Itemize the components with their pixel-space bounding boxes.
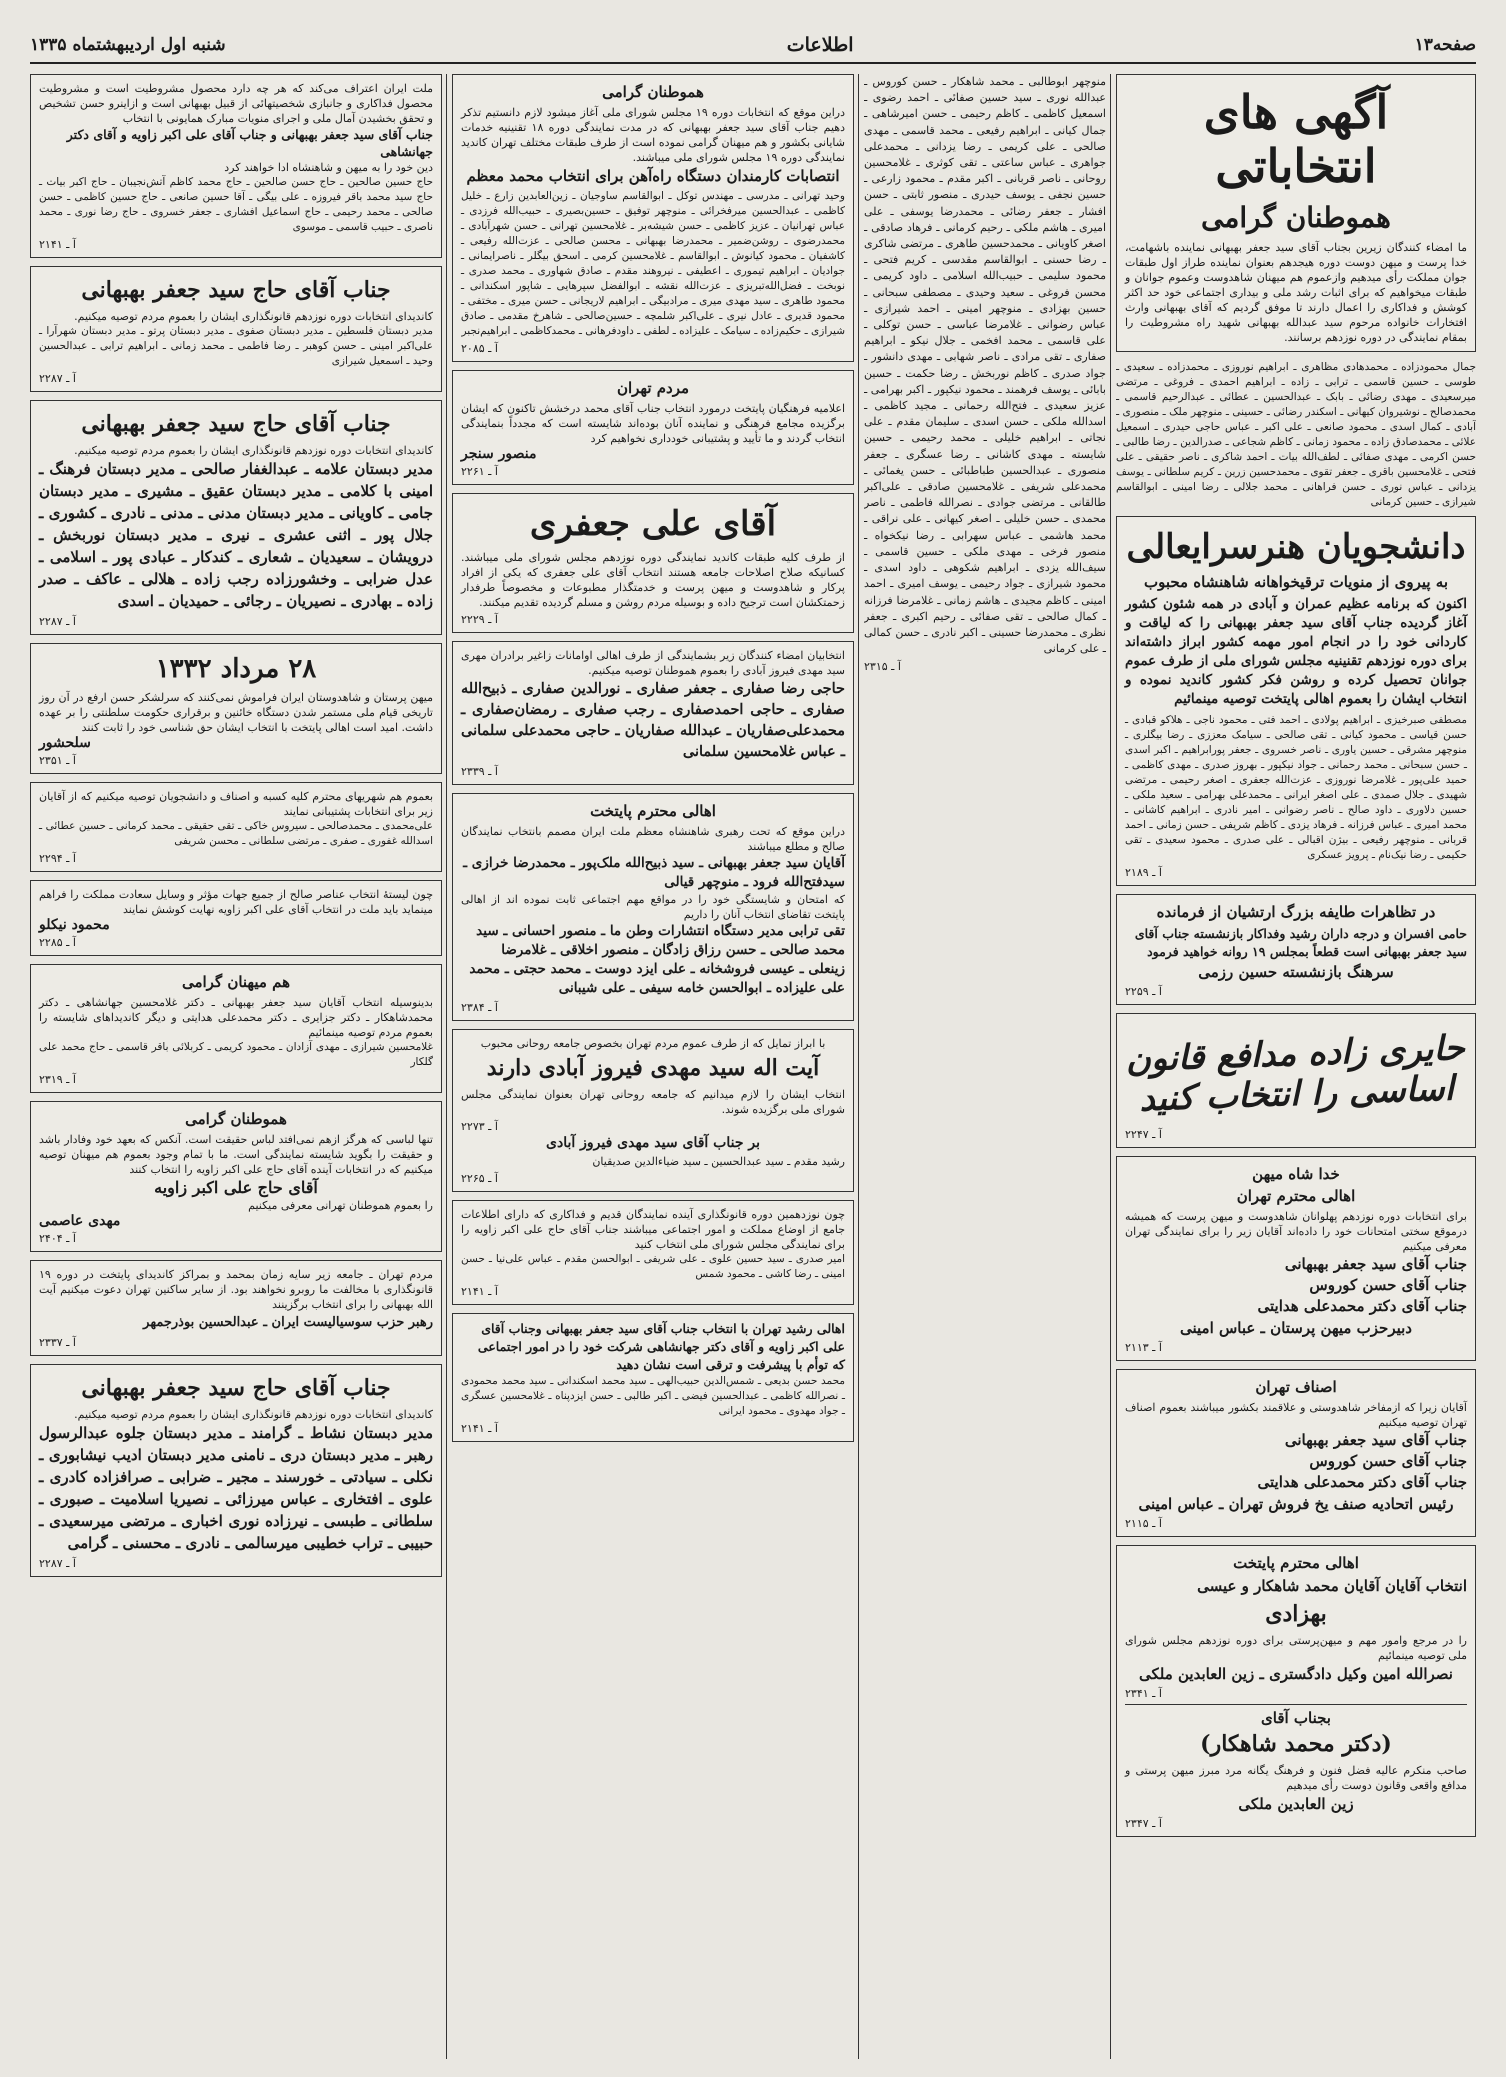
ad-body: که امتحان و شایستگی خود را در مواقع مهم اجتماعی ثابت نموده اند از اهالی پایتخت تقاضای انتخاب آنان را داریم <box>461 893 845 921</box>
ad-code: آ ـ ۲۱۱۵ <box>1125 1517 1162 1530</box>
ad-body: چون لیستهٔ انتخاب عناصر صالح از جمیع جهات مؤثر و وسایل سعادت مملکت را فراهم مینماید باید ملت در انتخاب آقای علی اکبر زاویه نهایت کوشش نمایند <box>39 888 433 916</box>
constitution-ad <box>30 74 442 258</box>
ad-body: اکنون که برنامه عظیم عمران و آبادی در همه شئون کشور آغاز گردیده جناب آقای سید جعفر بهبهانی را که لیاقت و کاردانی خود را در انجام امور مهمه کشور ابراز داشته‌اند برای دوره نوزدهم تقنینیه مجلس شورای ملی از طرف عموم جوانان تحصیل کرده و روشن فکر کشور کاندید نموده و انتخاب ایشان را بعموم اهالی پایتخت توصیه مینمائیم <box>1125 596 1467 707</box>
citizens-ad <box>30 782 442 872</box>
ad-body: کاندیدای انتخابات دوره نوزدهم قانونگذاری ایشان را بعموم مردم توصیه میکنیم. <box>74 310 433 323</box>
ad-body: کاندیدای انتخابات دوره نوزدهم قانونگذاری ایشان را بعموم مردم توصیه میکنیم. <box>74 444 433 457</box>
column-rule <box>446 74 447 2059</box>
ad-body: آقایان زیرا که ازمفاخر شاهدوستی و علاقمند بکشور میباشند بعموم اصناف تهران توصیه میکنیم <box>1125 1401 1467 1429</box>
ad-body: ملت ایران اعتراف می‌کند که هر چه دارد محصول مشروطیت است و مشروطیت محصول فداکاری و جانبازی شخصیتهائی از قبیل بهبهانی است و ازاینرو حسن تشخیص و تحقق بخشیدن آمال ملی و اجرای منویات مبارک همایونی با انتخاب <box>39 82 433 125</box>
ad-body: از طرف کلیه طبقات کاندید نمایندگی دوره نوزدهم مجلس شورای ملی میباشند. کسانیکه صلاح اصلاحات جامعه هستند انتخاب آقای علی جعفری که یکی از افراد پرکار و شاهدوست و میهن پرست و خدمتگذار مطبوعات و مخصوصاً طرفدار زحمتکشان است ترجیح داده و بوسیله مردم روشن و مسلم گردیده تقدیم میکنند. <box>461 551 845 609</box>
ad-code: آ ـ ۲۲۸۷ <box>39 615 76 628</box>
signatories-list: امیر صدری ـ سید حسین علوی ـ علی شریفی ـ ابوالحسن مقدم ـ عباس علی‌نیا ـ حسن امینی ـ رضا کاشی ـ محمود شمس <box>461 1253 845 1280</box>
behbahani-zavieh-ad <box>452 1313 854 1442</box>
ad-heading: خدا شاه میهن <box>1252 1165 1340 1183</box>
paper-name: اطلاعات <box>786 34 854 56</box>
ad-signature: رشید مقدم ـ سید عبدالحسین ـ سید ضیاءالدین صدیقیان <box>592 1155 845 1168</box>
candidate-name: (دکتر محمد شاهکار) <box>1200 1731 1392 1757</box>
ad-heading: اهالی محترم پایتخت <box>1233 1554 1359 1572</box>
ad-subheading: به پیروی از منویات ترقیخواهانه شاهنشاه محبوب <box>1143 573 1449 591</box>
column-3 <box>452 74 854 2059</box>
ad-heading: مردم تهران <box>616 379 690 397</box>
signatories-list: مدیر دبستان علامه ـ عبدالغفار صالحی ـ مدیر دبستان فرهنگ ـ امینی با کلامی ـ مدیر دبستان عقیق ـ مشیری ـ مدیر دبستان جامی ـ کاویانی ـ مدیر دبستان مدنی ـ مدنی ـ نادری ـ کشوری ـ جلال پور ـ اثنی عشری ـ نیری ـ مدیر دبستان نوربخش ـ درویشان ـ سعیدیان ـ شعاری ـ کندکار ـ عبادی پور ـ اسلامی ـ عدل ضرابی ـ وخشورزاده رجب زاده ـ هلالی ـ عاکف ـ صدر زاده ـ بهادری ـ نصیریان ـ رجائی ـ حمیدیان ـ اسدی <box>39 460 433 610</box>
ad-code: آ ـ ۲۳۱۹ <box>39 1073 76 1086</box>
ad-body: چون نوزدهمین دوره قانونگذاری آینده نمایندگان قدیم و فداکاری که دارای اطلاعات جامع از اوضاع مملکت و امور اجتماعی میباشند جناب آقای حاج علی اکبر زاویه را برای نمایندگی مجلس شورای ملی انتخاب کنید <box>461 1208 845 1251</box>
ad-heading: جناب آقای حاج سید جعفر بهبهانی <box>81 277 391 303</box>
ad-body: اعلامیه فرهنگیان پایتخت درمورد انتخاب جناب آقای محمد درخشش تاکنون که ایشان برگزیده مجامع فرهنگی و نماینده آنان بوده‌اند شایسته است که مجدداً بنمایندگی انتخاب گردند و ما تأیید و پشتیبانی خودداری نخواهیم کرد <box>461 402 845 445</box>
behbahani-ad-1 <box>30 266 442 392</box>
issue-date: شنبه اول اردیبهشتماه ۱۳۳۵ <box>30 35 226 55</box>
election-ads-header <box>1116 74 1476 352</box>
masthead <box>30 28 1476 64</box>
ad-code: آ ـ ۲۱۴۱ <box>461 1422 498 1435</box>
ad-body: دراین موقع که انتخابات دوره ۱۹ مجلس شورای ملی آغاز میشود لازم دانستیم تذکر دهیم جناب آقای سید جعفر بهبهانی که در مدت نمایندگی دوره ۱۸ تقنینیه خدمات شایانی بکشور و هم میهنان گرامی نموده است از طرف طبقات مختلف تهران کاندید نمایندگی دوره ۱۹ مجلس شورای ملی میباشند. <box>461 106 845 164</box>
signatories-list: تقی ترابی مدیر دستگاه انتشارات وطن ما ـ منصور احسانی ـ سید محمد صالحی ـ حسن رزاق زادگان ـ منصور اخلاقی ـ غلامرضا زینعلی ـ عیسی فروشخانه ـ علی ایزد دوست ـ محمد حجتی ـ محمد علی علیزاده ـ ابوالحسن خامه سیفی ـ علی شیبانی <box>469 923 845 996</box>
ad-body: دین خود را به میهن و شاهنشاه ادا خواهند کرد <box>224 161 433 174</box>
compatriots-ad <box>452 74 854 362</box>
capital-residents-ad <box>1116 1545 1476 1837</box>
firouzabadi-ad <box>452 1029 854 1192</box>
signatories-list: محمد حسن بدیعی ـ شمس‌الدین حبیب‌الهی ـ سید محمد اسکندانی ـ سید محمد محمودی ـ نصرالله کاظمی ـ عبدالحسین فیضی ـ اکبر طالبی ـ حسن ایزدپناه ـ غلامحسین عسگری ـ جواد مهدوی ـ محمود ایرانی <box>461 1375 845 1417</box>
ad-code: آ ـ ۲۲۷۳ <box>461 1120 498 1133</box>
candidate-name: جناب آقای سید جعفر بهبهانی <box>1284 1431 1467 1449</box>
ad-code: آ ـ ۲۱۱۳ <box>1125 1341 1162 1354</box>
ali-jafari-ad <box>452 493 854 633</box>
ad-body: انتخاب ایشان را لازم میدانیم که جامعه روحانی تهران بعنوان نمایندگی مجلس شورای ملی برگزیده شوند. <box>461 1088 845 1116</box>
ad-heading: هموطنان گرامی <box>185 1110 287 1128</box>
ad-signature: رئیس اتحادیه صنف یخ فروش تهران ـ عباس امینی <box>1138 1495 1454 1513</box>
ad-signature: سرهنگ بازنشسته حسین رزمی <box>1198 963 1394 981</box>
ad-code: آ ـ ۲۲۴۷ <box>1125 1128 1162 1141</box>
signatories-list: غلامحسین شیرازی ـ مهدی آزادان ـ محمود کریمی ـ کربلائی باقر قاسمی ـ حاج محمد علی گلکار <box>39 1041 433 1068</box>
candidate-name: بهزادی <box>1265 1601 1327 1627</box>
candidate-list: جناب آقای سید جعفر بهبهانی و جناب آقای علی اکبر زاویه و آقای دکتر جهانشاهی <box>66 127 433 159</box>
ad-heading: هم میهنان گرامی <box>181 973 291 991</box>
ad-body: اهالی رشید تهران با انتخاب جناب آقای سید جعفر بهبهانی وجناب آقای علی اکبر زاویه و آقای دکتر جهانشاهی شرکت خود را در امور اجتماعی که توأم با پیشرفت و ترقی است نشان دهید <box>477 1321 845 1372</box>
ad-signature: محمود نیکلو <box>39 917 110 933</box>
ad-body: برای انتخابات دوره نوزدهم پهلوانان شاهدوست و میهن پرست که همیشه درموقع سختی امتحانات خود را داده‌اند آقایان زیر را برای نمایندگی تهران معرفی میکنیم <box>1125 1210 1467 1253</box>
compatriots-ad-2 <box>30 964 442 1093</box>
army-ad <box>1116 894 1476 1005</box>
capital-ad <box>452 793 854 1021</box>
tehran-people-ad <box>452 370 854 485</box>
ad-body: کاندیدای انتخابات دوره نوزدهم قانونگذاری ایشان را بعموم مردم توصیه میکنیم. <box>74 1408 433 1421</box>
ad-code: آ ـ ۲۳۵۱ <box>39 754 76 767</box>
ad-body: بدینوسیله انتخاب آقایان سید جعفر بهبهانی ـ دکتر غلامحسین جهانشاهی ـ دکتر محمدشاهکار ـ دکتر جزایری ـ دکتر محمدعلی هدایتی و دیگر کاندیداهای شایسته را بعموم مردم توصیه مینمائیم <box>39 996 433 1039</box>
ad-subheading: انتصابات کارمندان دستگاه راه‌آهن برای انتخاب محمد معظم <box>466 167 840 185</box>
ad-body: انتخاب آقایان آقایان محمد شاهکار و عیسی <box>1197 1577 1467 1595</box>
ad-body: دراین موقع که تحت رهبری شاهنشاه معظم ملت ایران مصمم بانتخاب نمایندگان صالح و مطلع میباشند <box>461 825 845 853</box>
ad-body: مردم تهران ـ جامعه زیر سایه زمان بمحمد و بمراکز کاندیدای پایتخت در دوره ۱۹ قانونگذاری با مخالفت ما روبرو نخواهند بود. از سایر ساکنین تهران دعوت میکنیم آیت الله بهبهانی را برای انتخاب برگزینند <box>39 1268 433 1311</box>
column-4 <box>30 74 442 2059</box>
ad-subheading: اهالی محترم تهران <box>1236 1187 1356 1205</box>
column-1 <box>1116 74 1476 2059</box>
signatories-list: علی‌محمدی ـ محمدصالحی ـ سیروس خاکی ـ تقی حقیقی ـ محمد کرمانی ـ حسین عطائی ـ اسدالله غفوری ـ صفری ـ مرتضی سلطانی ـ محسن شریفی <box>39 820 433 847</box>
signatories-list: حاج حسین صالحین ـ حاج حسن صالحین ـ حاج محمد کاظم آتش‌نجیبان ـ حاج اکبر بیات ـ حاج سید محمد باقر فیروزه ـ علی بیگی ـ آقا حسین صانعی ـ حاج حسین کاظمی ـ حسن صالحی ـ محمد رحیمی ـ حاج اسماعیل افشاری ـ جعفر خسروی ـ حاج رضا نوری ـ محمد ناصری ـ حبیب قاسمی ـ موسوی <box>39 176 433 233</box>
ad-code: آ ـ ۲۱۴۱ <box>461 1285 498 1298</box>
ad-code: آ ـ ۲۱۴۱ <box>39 238 76 251</box>
ad-body: صاحب منکرم عالیه فضل فنون و فرهنگ یگانه مرد مبرز میهن پرستی و مدافع واقعی وقانون دوست رأی میدهیم <box>1125 1764 1467 1792</box>
ad-code: آ ـ ۲۳۱۵ <box>864 660 901 674</box>
ad-signature: سلحشور <box>39 735 91 751</box>
ad-body: حامی افسران و درجه داران رشید وفداکار بازنشسته جناب آقای سید جعفر بهبهانی است قطعاً بمجلس ۱۹ روانه خواهید فرمود <box>1134 926 1467 959</box>
candidate-list: آقایان سید جعفر بهبهانی ـ سید ذبیح‌الله ملک‌پور ـ محمدرضا خرازی ـ سیدفتح‌الله فرود ـ منوچهر قیالی <box>463 855 845 890</box>
ad-code: آ ـ ۲۲۸۷ <box>39 1557 76 1570</box>
ad-heading: دانشجویان هنرسرایعالی <box>1126 527 1466 567</box>
ad-code: آ ـ ۲۱۸۹ <box>1125 866 1162 879</box>
signatories-list: مصطفی صبرخیزی ـ ابراهیم پولادی ـ احمد فتی ـ محمود ناجی ـ هلاکو قبادی ـ حسن قیاسی ـ محمود کیانی ـ تقی صالحی ـ سیامک معززی ـ رضا بیگلری ـ منوچهر مشرقی ـ حسین یاوری ـ ناصر خسروی ـ جعفر پورابراهیم ـ اکبر اسدی ـ حسن سبحانی ـ محمد رحمانی ـ جواد نیکپور ـ بهروز صدری ـ مهدی کاظمی ـ حمید علی‌پور ـ غلامرضا نوروزی ـ عزت‌الله جعفری ـ اصغر رحیمی ـ مرتضی شهیدی ـ جلال صمدی ـ علی اصغر ایرانی ـ محمدعلی بهرامی ـ سعید ملکی ـ حسین دلاوری ـ داود صالح ـ ناصر رضوانی ـ امیر نادری ـ ابراهیم کاشانی ـ محمد امیری ـ عباس فرزانه ـ فرهاد یزدی ـ کاظم شریفی ـ حسن زمانی ـ احمد قربانی ـ منوچهر رفیعی ـ بیژن اقبالی ـ علی صدری ـ محمود سعیدی ـ تقی حکیمی ـ رضا نیک‌نام ـ پرویز عسکری <box>1125 714 1467 861</box>
haerizadeh-ad <box>1116 1013 1476 1148</box>
signatories-list: وحید تهرانی ـ مدرسی ـ مهندس توکل ـ ابوالقاسم ساوجیان ـ زین‌العابدین زارع ـ خلیل کاظمی ـ عبدالحسین میرفخرائی ـ منوچهر توفیق ـ حسین‌بصیری ـ حبیب‌الله فرزدی ـ عباس تهرانیان ـ عزیز کاظمی ـ حسن شیشه‌بر ـ غلامحسین تهرانی ـ حسن شهرآبادی ـ محمدرضوی ـ روشن‌ضمیر ـ محمدرضا بهبهانی ـ محسن صالحی ـ عزت‌الله رفیعی ـ کاشفیان ـ محمود کیانوش ـ ابوالقاسم ـ غلامحسین کرمی ـ اسحق بیگلر ـ ناصرایمانی ـ جوادیان ـ ابراهیم تیموری ـ اعطیفی ـ نیروهند مقدم ـ صادق شهاوری ـ محمد صدری ـ نوبخت ـ فضل‌الله‌تبریزی ـ عزت‌الله نقشه ـ ابوالفضل سپرهایی ـ شاپور اسکندانی ـ محمود طاهری ـ سید مهدی میری ـ مرادبیگی ـ ابراهیم لاریجانی ـ حسن میری ـ مختفی ـ محمود قدیری ـ عادل نیری ـ علی‌اکبر شلمچه ـ حسین‌صالحی ـ شاهرخ مقدمی ـ صادق شیرازی ـ حکیم‌زاده ـ سیامک ـ علیزاده ـ لطفی ـ داودفرهانی ـ محمدکاظمی ـ ابراهیم‌نجبر <box>461 190 845 337</box>
ad-code: آ ـ ۲۰۸۵ <box>461 342 498 355</box>
ad-code: آ ـ ۲۲۶۵ <box>461 1172 498 1185</box>
candidate-name: جناب آقای حسن کوروس <box>1309 1276 1467 1294</box>
candidate-name: آقای حاج علی اکبر زاویه <box>154 1178 318 1197</box>
compatriots-ad-3 <box>30 1101 442 1252</box>
party-ad <box>1116 1156 1476 1361</box>
ad-code: آ ـ ۲۳۸۴ <box>461 1001 498 1014</box>
ad-heading: جناب آقای حاج سید جعفر بهبهانی <box>81 1375 391 1401</box>
ad-code: آ ـ ۲۲۲۹ <box>461 613 498 626</box>
mordad-ad <box>30 643 442 774</box>
signatories-list: حاجی رضا صفاری ـ جعفر صفاری ـ نورالدین صفاری ـ ذبیح‌الله صفاری ـ حاجی احمدصفاری ـ رجب صفاری ـ رمضان‌صفاری ـ محمدعلی‌صفاریان ـ عبدالله صفاریان ـ حاجی محمدعلی سلمانی ـ عباس غلامحسین سلمانی <box>461 680 845 760</box>
ad-heading: آقای علی جعفری <box>529 504 777 544</box>
saffari-ad <box>452 641 854 785</box>
column-2 <box>864 74 1106 2059</box>
ad-code: آ ـ ۲۲۸۷ <box>39 372 76 385</box>
ad-heading: حایری زاده مدافع قانون اساسی را انتخاب کنید <box>1125 1028 1466 1120</box>
ad-code: آ ـ ۲۳۳۷ <box>39 1336 76 1349</box>
ad-body: میهن پرستان و شاهدوستان ایران فراموش نمی‌کنند که سرلشکر حسن ارفع در آن روز تاریخی قیام ملی مستمر شدن دستگاه خائنین و برقراری حکومت سلطنتی را بر عهده داشت. امید است اهالی پایتخت با انتخاب ایشان حق شناسی خود را ثابت کنند <box>39 691 433 734</box>
ad-heading: اصناف تهران <box>1255 1378 1337 1396</box>
ad-heading: هموطنان گرامی <box>1201 201 1391 234</box>
ad-heading: آیت اله سید مهدی فیروز آبادی دارند <box>486 1055 820 1081</box>
ad-body: را در مرجع وامور مهم و میهن‌پرستی برای دوره نوزدهم مجلس شورای ملی توصیه مینمائیم <box>1125 1634 1467 1662</box>
socialist-party-ad <box>30 1260 442 1356</box>
divider <box>1125 1704 1467 1705</box>
candidate-name: جناب آقای دکتر محمدعلی هدایتی <box>1257 1297 1467 1315</box>
ad-heading: هموطنان گرامی <box>602 83 704 101</box>
ad-body: انتخابیان امضاء کنندگان زیر بشمایندگی از طرف اهالی اوامانات زاغیر برادران مهری سید مهدی فیروز آبادی را بعموم هموطنان توصیه میکنیم. <box>461 649 845 677</box>
ad-signature: نصرالله امین وکیل دادگستری ـ زین العابدین ملکی <box>1139 1665 1453 1683</box>
ad-code: آ ـ ۲۳۴۱ <box>1125 1687 1162 1700</box>
ad-heading: جناب آقای حاج سید جعفر بهبهانی <box>81 411 391 437</box>
ad-body: را بعموم هموطنان تهرانی معرفی میکنیم <box>248 1199 433 1212</box>
behbahani-ad-3 <box>30 1364 442 1577</box>
ad-signature: زین العابدین ملکی <box>1238 1795 1354 1813</box>
ad-signature: دبیرحزب میهن پرستان ـ عباس امینی <box>1180 1319 1412 1337</box>
page-number: صفحه۱۳ <box>1414 35 1476 55</box>
ad-code: آ ـ ۲۲۶۱ <box>461 465 498 478</box>
ad-subheading: با ابراز تمایل که از طرف عموم مردم تهران بخصوص جامعه روحانی محبوب <box>480 1037 826 1050</box>
ad-code: آ ـ ۲۴۰۴ <box>39 1232 76 1245</box>
ad-code: آ ـ ۲۲۸۵ <box>39 936 76 949</box>
zavieh-ad <box>452 1200 854 1305</box>
ad-body: تنها لباسی که هرگز ازهم نمی‌افتد لباس حقیقت است. آنکس که بعهد خود وفادار باشد و حقیقت را بگوید شایسته نمایندگی است. ما با تمام وجود بعموم هم میهنان توصیه میکنیم که در انتخابات آینده آقای حاج علی اکبر زاویه را انتخاب کنند <box>39 1133 433 1176</box>
candidate-name: بر جناب آقای سید مهدی فیروز آبادی <box>546 1135 760 1151</box>
ad-code: آ ـ ۲۲۵۹ <box>1125 985 1162 998</box>
candidate-name: جناب آقای دکتر محمدعلی هدایتی <box>1257 1473 1467 1491</box>
signatories-list: مدیر دبستان نشاط ـ گرامند ـ مدیر دبستان جلوه عبدالرسول رهبر ـ مدیر دبستان دری ـ نامنی مدیر دبستان ادیب نیشابوری ـ نکلی ـ سیادتی ـ خورسند ـ مجیر ـ ضرابی ـ صرافزاده کادری ـ علوی ـ افتخاری ـ عباس میرزائی ـ نصیریا اسلامیت ـ صبوری ـ سلطانی ـ طبسی ـ نیرزاده نوری اخباری ـ مرتضی میرسعیدی ـ حبیبی ـ تراب خطیبی میرسالمی ـ نادری ـ محسنی ـ گرامی <box>39 1424 433 1552</box>
zavieh-ad-2 <box>30 880 442 956</box>
candidate-name: جناب آقای سید جعفر بهبهانی <box>1284 1255 1467 1273</box>
column-rule <box>1110 74 1111 2059</box>
candidate-name: جناب آقای حسن کوروس <box>1309 1452 1467 1470</box>
column-rule <box>858 74 859 2059</box>
ad-code: آ ـ ۲۳۴۷ <box>1125 1817 1162 1830</box>
section-title: آگهی های انتخاباتی <box>1203 85 1389 193</box>
signatories-list: منوچهر ابوطالبی ـ محمد شاهکار ـ حسن کوروس ـ عبدالله نوری ـ سید حسین صفائی ـ احمد رضوی ـ اسمعیل کاظمی ـ کاظم رحیمی ـ حسن امیرشاهی ـ جمال کیانی ـ ابراهیم رفیعی ـ محمد قاسمی ـ مهدی صالحی ـ علی کریمی ـ رضا یزدانی ـ محمدعلی جواهری ـ عباس ساعتی ـ تقی کوثری ـ غلامحسین روحانی ـ ناصر قربانی ـ اکبر مقدم ـ محمود زارعی ـ حسین نجفی ـ یوسف حیدری ـ منصور ثابتی ـ حسن افشار ـ جعفر رضائی ـ محمدرضا یوسفی ـ علی امیری ـ هاشم ملکی ـ رحیم کرمانی ـ فرهاد صادقی ـ اصغر کاویانی ـ محمدحسین طاهری ـ مرتضی شاکری ـ رضا حسنی ـ ابوالقاسم مقدسی ـ کریم فتحی ـ محمود سلیمی ـ حبیب‌الله اسلامی ـ داود کریمی ـ محسن فروغی ـ سعید وحیدی ـ مصطفی سبحانی ـ حسین بهزادی ـ منوچهر امینی ـ احمد شیرازی ـ عباس رضوانی ـ غلامرضا عباسی ـ حسن توکلی ـ علی قاسمی ـ محمد افخمی ـ جلال نیکو ـ ابراهیم صفاری ـ تقی مرادی ـ ناصر شهابی ـ مهدی دانشور ـ جواد صدری ـ کاظم نوربخش ـ رضا حکمت ـ حسین بابائی ـ یوسف فرهمند ـ محمود نیکپور ـ اکبر بهرامی ـ عزیز سعیدی ـ فتح‌الله رحمانی ـ مجید کاظمی ـ اسدالله ملکی ـ حسن اسدی ـ سلیمان مقدم ـ علی نجاتی ـ ابراهیم خلیلی ـ محمد رحیمی ـ حسین شایسته ـ مهدی کاشانی ـ رضا عسگری ـ جعفر منصوری ـ عبدالحسین طباطبائی ـ حسن یغمائی ـ محمدعلی شریفی ـ غلامحسین صادقی ـ علی‌اکبر طالقانی ـ مرتضی جوادی ـ نصرالله فاطمی ـ ناصر محمدی ـ حسن خلیلی ـ اصغر کیهانی ـ علی نراقی ـ محمد هاشمی ـ عباس سهرابی ـ رضا نیکخواه ـ منصور فرخی ـ مهدی ملکی ـ حسین قاسمی ـ سیف‌الله یزدی ـ ابراهیم شکوهی ـ داود اسدی ـ محمود شیرازی ـ جواد رحیمی ـ یوسف امیری ـ احمد امینی ـ کاظم مجیدی ـ هاشم زمانی ـ غلامرضا فرزانه ـ کمال صالحی ـ تقی صفائی ـ رحیم اکبری ـ جعفر نظری ـ محمدرضا حسینی ـ اکبر نادری ـ حسن کمالی ـ علی کرمانی <box>864 75 1106 656</box>
guilds-ad <box>1116 1369 1476 1537</box>
ad-heading: اهالی محترم پایتخت <box>590 802 716 820</box>
signatories-list: مدیر دبستان فلسطین ـ مدیر دبستان صفوی ـ مدیر دبستان پرتو ـ مدیر دبستان شهرآرا ـ علی‌اکبر امینی ـ حسن کوهبر ـ رضا فاطمی ـ محمد زمانی ـ ابراهیم ترابی ـ عبدالحسین وحید ـ اسمعیل شیرازی <box>39 325 433 367</box>
ad-heading: ۲۸ مرداد ۱۳۳۲ <box>155 654 317 684</box>
ad-code: آ ـ ۲۲۹۴ <box>39 852 76 865</box>
ad-heading: بجناب آقای <box>1261 1709 1331 1727</box>
ad-signature: مهدی عاصمی <box>39 1213 121 1229</box>
students-ad <box>1116 516 1476 886</box>
ad-body: بعموم هم شهریهای محترم کلیه کسبه و اصناف و دانشجویان توصیه میکنیم که از آقایان زیر برای انتخابات پشتیبانی نمایند <box>39 790 433 818</box>
ad-signature: رهبر حزب سوسیالیست ایران ـ عبدالحسین بوذرجمهر <box>143 1315 433 1330</box>
ad-code: آ ـ ۲۳۳۹ <box>461 765 498 778</box>
ad-body: ما امضاء کنندگان زیرین بجناب آقای سید جعفر بهبهانی نماینده باشهامت، خدا پرست و میهن دوست دوره هیجدهم بعنوان نماینده طراز اول طبقات جوان مملکت رأی میدهیم وازعموم هم میهنان شاهدوست وعموم جوانان و طبقات میخواهیم که برای اثبات رشد ملی و بیداری اجتماعی خود حد اکثر کوشش و فداکاری را اعمال دارند تا موفق گردیم که آقای بهبهانی وارث افتخارات خانواده مرحوم سید عبدالله بهبهانی شهید راه مشروطیت را بمقام نمایندگی در دوره نوزدهم برسانند. <box>1125 241 1467 344</box>
ad-signature: منصور سنجر <box>461 446 537 462</box>
behbahani-ad-2 <box>30 400 442 635</box>
signatories-list: جمال محمودزاده ـ محمدهادی مظاهری ـ ابراهیم نوروزی ـ محمدزاده ـ سعیدی ـ طوسی ـ حسین قاسمی ـ ترابی ـ زاده ـ ابراهیم احمدی ـ فروغی ـ مرتضی میرسعیدی ـ مهدی رضائی ـ بابک ـ عبدالحسین ـ عطائی ـ عبدالرحیم قاسمی ـ محمدصالح ـ نوشیروان کیهانی ـ اسکندر رضائی ـ حسینی ـ منوچهر ملک ـ منصوری ـ آبادی ـ کمال اسدی ـ محمود صانعی ـ علی اکبر ـ عباس حاجی حیدری ـ اسمعیل علائی ـ محمدصادق زاده ـ محمود زمانی ـ کاظم شجاعی ـ صدرالدین ـ رضا طالبی ـ حسن اکرمی ـ مهدی صفائی ـ لطف‌الله بیات ـ احمد شاکری ـ ناصر حقیقی ـ علی فتحی ـ غلامحسین باقری ـ جعفر تقوی ـ محمدحسین زرین ـ کریم سلطانی ـ یوسف یزدانی ـ عباس نوری ـ حسن فراهانی ـ محمد جلالی ـ رضا امینی ـ ابوالقاسم شیرازی ـ حسین کرمانی <box>1116 361 1476 508</box>
ad-heading: در تظاهرات طایفه بزرگ ارتشیان از فرمانده <box>1156 903 1436 921</box>
